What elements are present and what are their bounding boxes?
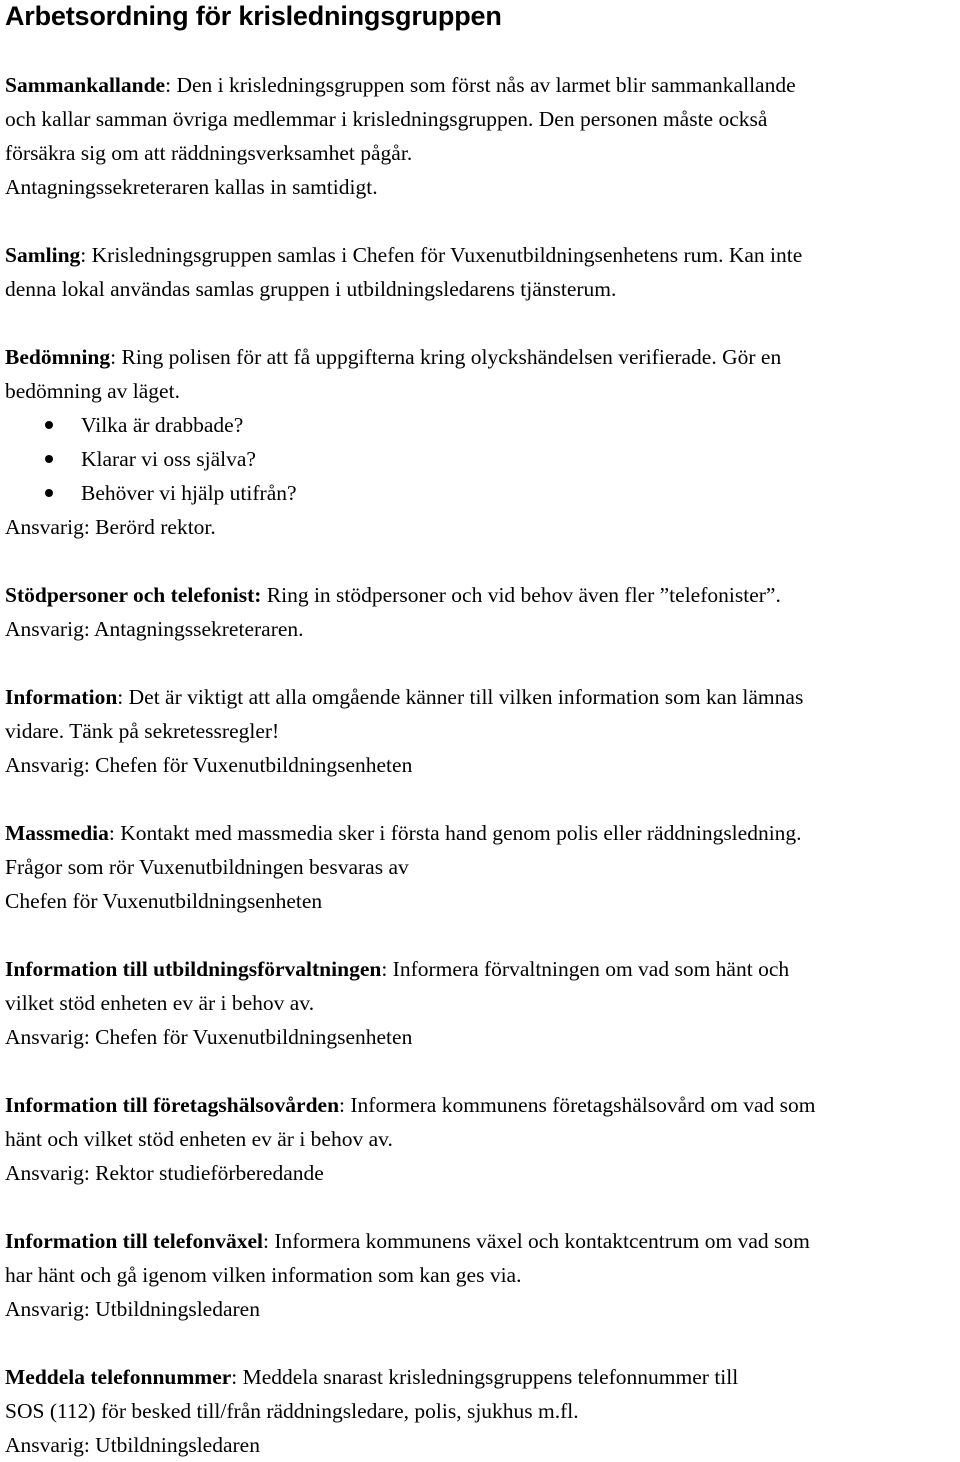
section-heading: Massmedia — [5, 821, 109, 845]
list-item — [5, 408, 956, 442]
section-text: : Meddela snarast krisledningsgruppens telefonnummer till — [231, 1365, 739, 1389]
section-information — [5, 680, 956, 782]
section-text: : Informera kommunens växel och kontaktcentrum om vad som — [262, 1229, 810, 1253]
section-info-forvaltning — [5, 952, 956, 1054]
list-item-text: Vilka är drabbade? — [81, 413, 244, 437]
page-title: Arbetsordning för krisledningsgruppen — [5, 1, 502, 31]
responsible-text: Ansvarig: Rektor studieförberedande — [5, 1161, 324, 1185]
list-item-text: Klarar vi oss själva? — [81, 447, 256, 471]
responsible-text: Ansvarig: Utbildningsledaren — [5, 1433, 260, 1457]
list-item — [5, 442, 956, 476]
list-item — [5, 476, 956, 510]
section-line — [5, 578, 956, 612]
section-telefonnummer — [5, 1360, 956, 1462]
section-text: och kallar samman övriga medlemmar i krisledningsgruppen. Den personen måste också — [5, 107, 768, 131]
responsible-text: Ansvarig: Berörd rektor. — [5, 515, 216, 539]
section-text: denna lokal användas samlas gruppen i utbildningsledarens tjänsterum. — [5, 277, 617, 301]
section-heading: Information — [5, 685, 118, 709]
section-text: Antagningssekreteraren kallas in samtidigt. — [5, 175, 378, 199]
responsible-text: Ansvarig: Utbildningsledaren — [5, 1297, 260, 1321]
section-heading: Information till telefonväxel — [5, 1229, 263, 1253]
section-text: : Kontakt med massmedia sker i första hand genom polis eller räddningsledning. — [108, 821, 802, 845]
section-heading: Information till utbildningsförvaltningen — [5, 957, 382, 981]
section-text: SOS (112) för besked till/från räddningsledare, polis, sjukhus m.fl. — [5, 1399, 579, 1423]
section-line — [5, 816, 956, 850]
bullet-dot-icon — [45, 455, 53, 463]
section-text: : Den i krisledningsgruppen som först nås av larmet blir sammankallande — [165, 73, 796, 97]
section-heading: Information till företagshälsovården — [5, 1093, 340, 1117]
section-heading: Stödpersoner och telefonist: — [5, 583, 262, 607]
section-text: vidare. Tänk på sekretessregler! — [5, 719, 280, 743]
section-text: hänt och vilket stöd enheten ev är i behov av. — [5, 1127, 393, 1151]
section-text: Frågor som rör Vuxenutbildningen besvaras av — [5, 855, 409, 879]
section-text: : Det är viktigt att alla omgående känner till vilken information som kan lämnas — [117, 685, 804, 709]
bullet-dot-icon — [45, 489, 53, 497]
section-text: : Informera kommunens företagshälsovård om vad som — [339, 1093, 816, 1117]
section-heading: Samling — [5, 243, 81, 267]
section-text: : Informera förvaltningen om vad som hänt och — [381, 957, 790, 981]
section-heading: Meddela telefonnummer — [5, 1365, 232, 1389]
section-line — [5, 68, 956, 102]
section-samling — [5, 238, 956, 306]
section-line — [5, 680, 956, 714]
list-item-text: Behöver vi hjälp utifrån? — [81, 481, 297, 505]
section-line — [5, 1224, 956, 1258]
section-line — [5, 1360, 956, 1394]
section-line — [5, 238, 956, 272]
section-text: Chefen för Vuxenutbildningsenheten — [5, 889, 323, 913]
section-sammankallande — [5, 68, 956, 204]
bullet-dot-icon — [45, 421, 53, 429]
section-text: Ring in stödpersoner och vid behov även fler ”telefonister”. — [261, 583, 781, 607]
section-line — [5, 952, 956, 986]
bullet-list — [5, 408, 956, 510]
section-info-telefonvaxel — [5, 1224, 956, 1326]
section-text: har hänt och gå igenom vilken information som kan ges via. — [5, 1263, 522, 1287]
responsible-text: Ansvarig: Chefen för Vuxenutbildningsenheten — [5, 753, 413, 777]
section-heading: Bedömning — [5, 345, 111, 369]
responsible-text: Ansvarig: Antagningssekreteraren. — [5, 617, 304, 641]
section-text: vilket stöd enheten ev är i behov av. — [5, 991, 315, 1015]
section-massmedia — [5, 816, 956, 918]
section-bedomning — [5, 340, 956, 544]
section-text: : Krisledningsgruppen samlas i Chefen för Vuxenutbildningsenhetens rum. Kan inte — [80, 243, 803, 267]
section-text: försäkra sig om att räddningsverksamhet pågår. — [5, 141, 413, 165]
responsible-text: Ansvarig: Chefen för Vuxenutbildningsenheten — [5, 1025, 413, 1049]
section-line — [5, 340, 956, 374]
section-text: bedömning av läget. — [5, 379, 180, 403]
section-info-foretagshalsovard — [5, 1088, 956, 1190]
section-stodpersoner — [5, 578, 956, 646]
section-text: : Ring polisen för att få uppgifterna kring olyckshändelsen verifierade. Gör en — [110, 345, 782, 369]
section-heading: Sammankallande — [5, 73, 166, 97]
section-line — [5, 1088, 956, 1122]
